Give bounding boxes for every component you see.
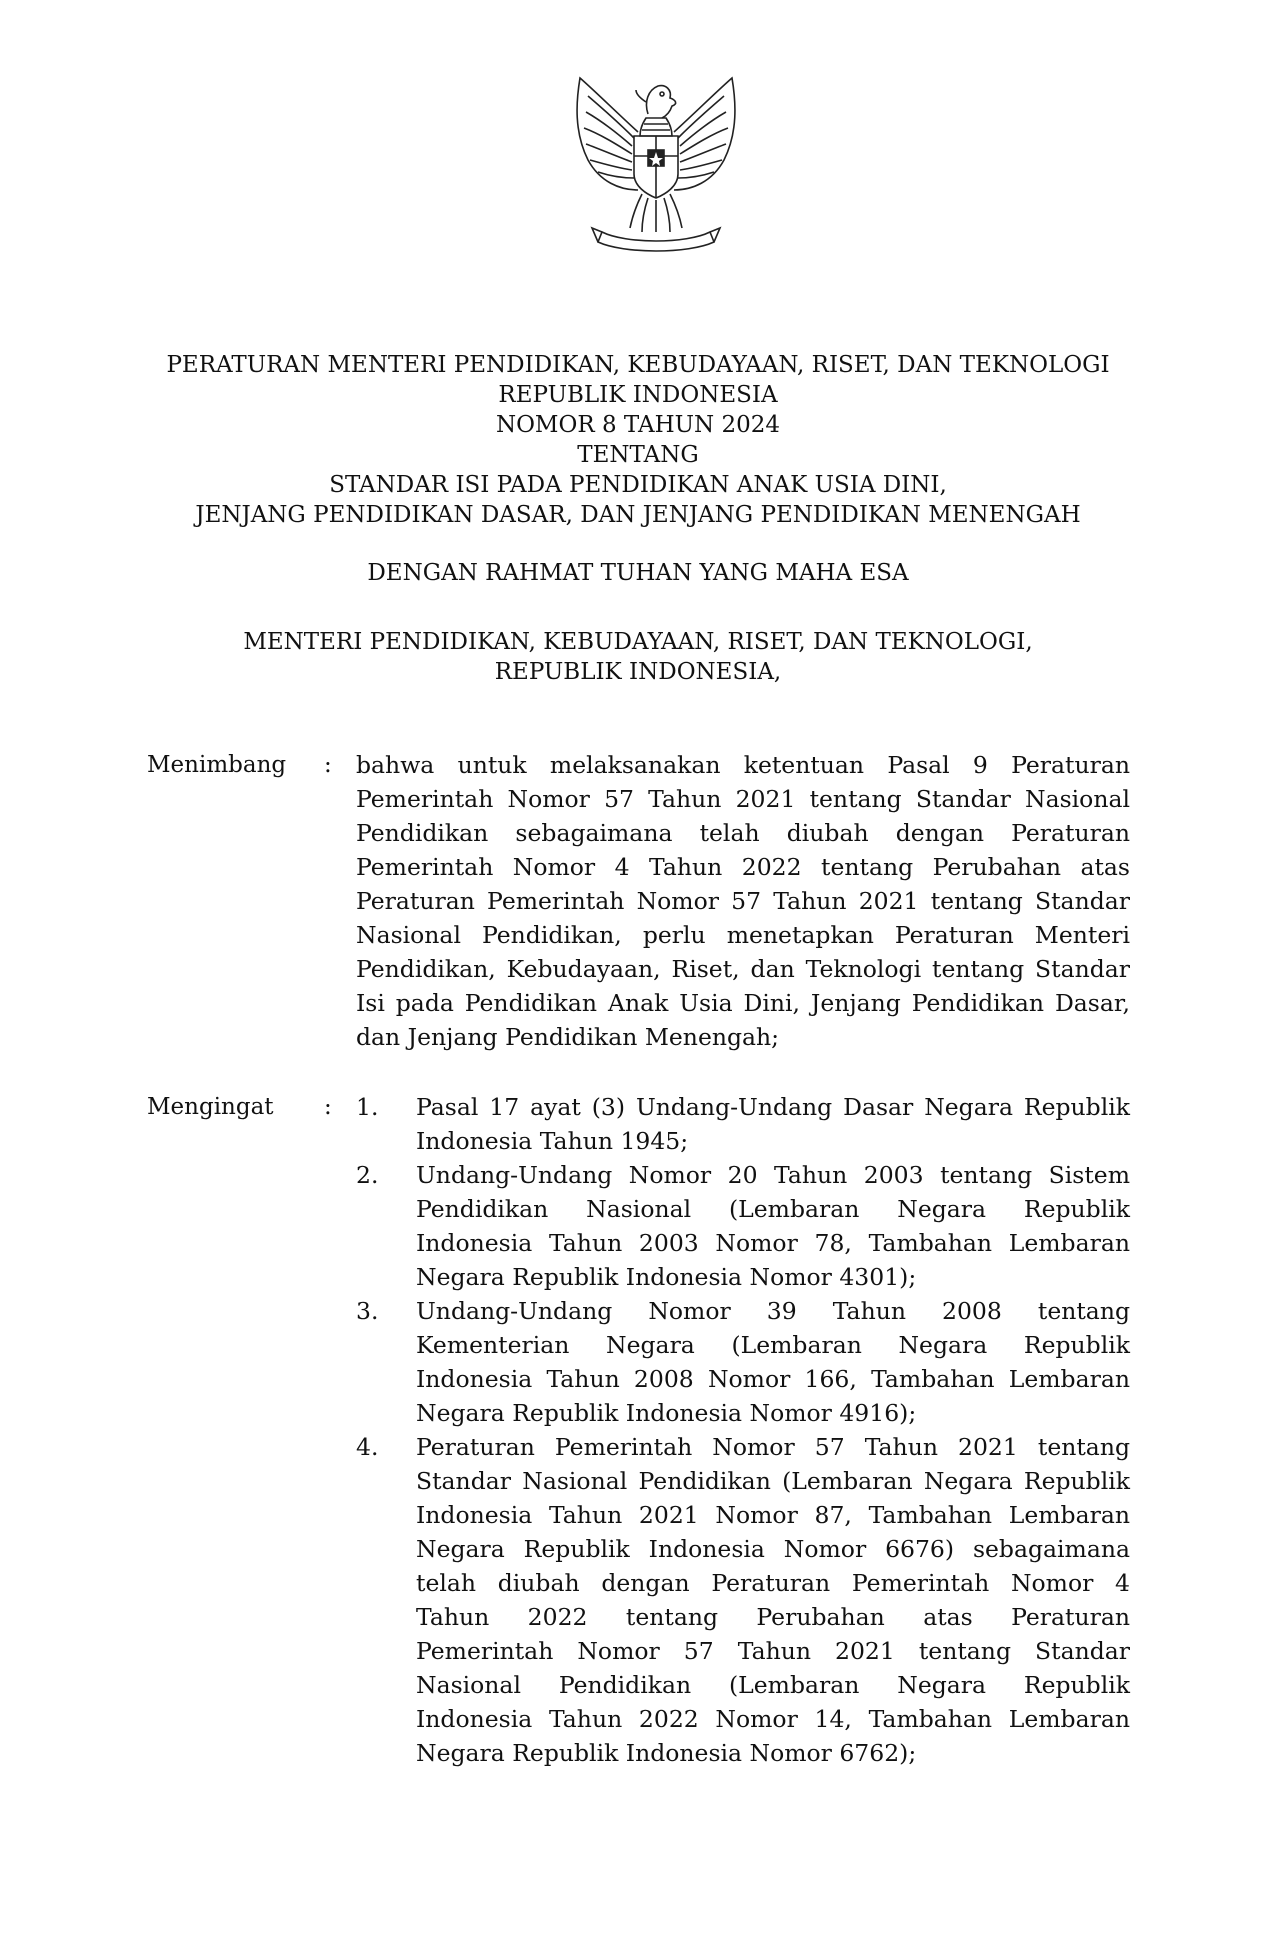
- recalling-item-line: Pemerintah Nomor 57 Tahun 2021 tentang Standar: [416, 1637, 1130, 1665]
- recalling-item-line: Indonesia Tahun 2003 Nomor 78, Tambahan Lembaran: [416, 1229, 1130, 1257]
- recalling-item-number: 1.: [356, 1093, 379, 1121]
- considering-label: Menimbang: [147, 752, 287, 778]
- considering-line: Pendidikan sebagaimana telah diubah dengan Peraturan: [356, 819, 1130, 847]
- recalling-item-line: Kementerian Negara (Lembaran Negara Republik: [416, 1331, 1130, 1359]
- considering-colon: :: [324, 752, 332, 778]
- recalling-label: Mengingat: [147, 1094, 274, 1120]
- considering-line: dan Jenjang Pendidikan Menengah;: [356, 1023, 780, 1051]
- minister-line-1: MENTERI PENDIDIKAN, KEBUDAYAAN, RISET, DAN TEKNOLOGI,: [243, 629, 1033, 655]
- recalling-item-3: [416, 1294, 1130, 1430]
- garuda-emblem-icon: [566, 72, 746, 262]
- heading-line-4: TENTANG: [577, 442, 699, 468]
- heading-line-3: NOMOR 8 TAHUN 2024: [495, 412, 781, 438]
- considering-line: Pemerintah Nomor 4 Tahun 2022 tentang Perubahan atas: [356, 853, 1130, 881]
- recalling-item-line: Negara Republik Indonesia Nomor 4301);: [416, 1263, 917, 1291]
- considering-line: Nasional Pendidikan, perlu menetapkan Peraturan Menteri: [356, 921, 1130, 949]
- considering-line: Peraturan Pemerintah Nomor 57 Tahun 2021 tentang Standar: [356, 887, 1130, 915]
- heading-line-6: JENJANG PENDIDIKAN DASAR, DAN JENJANG PENDIDIKAN MENENGAH: [195, 502, 1081, 528]
- recalling-item-line: Negara Republik Indonesia Nomor 6762);: [416, 1739, 917, 1767]
- considering-text: [356, 748, 1130, 1054]
- recalling-item-line: telah diubah dengan Peraturan Pemerintah Nomor 4: [416, 1569, 1130, 1597]
- recalling-item-1: [416, 1090, 1130, 1158]
- recalling-item-line: Indonesia Tahun 2022 Nomor 14, Tambahan Lembaran: [416, 1705, 1130, 1733]
- recalling-item-number: 4.: [356, 1433, 379, 1461]
- recalling-item-line: Pasal 17 ayat (3) Undang-Undang Dasar Negara Republik: [416, 1093, 1130, 1121]
- recalling-item-line: Tahun 2022 tentang Perubahan atas Peraturan: [416, 1603, 1130, 1631]
- minister-line-2: REPUBLIK INDONESIA,: [494, 659, 782, 685]
- recalling-item-line: Indonesia Tahun 1945;: [416, 1127, 689, 1155]
- regulation-heading: [100, 350, 1176, 530]
- recalling-item-number: 2.: [356, 1161, 379, 1189]
- considering-line: bahwa untuk melaksanakan ketentuan Pasal 9 Peraturan: [356, 751, 1130, 779]
- heading-line-1: PERATURAN MENTERI PENDIDIKAN, KEBUDAYAAN, RISET, DAN TEKNOLOGI: [166, 352, 1110, 378]
- heading-line-2: REPUBLIK INDONESIA: [498, 382, 778, 408]
- minister-title: [100, 627, 1176, 687]
- recalling-item-line: Indonesia Tahun 2008 Nomor 166, Tambahan Lembaran: [416, 1365, 1130, 1393]
- recalling-item-line: Peraturan Pemerintah Nomor 57 Tahun 2021 tentang: [416, 1433, 1130, 1461]
- recalling-item-line: Standar Nasional Pendidikan (Lembaran Negara Republik: [416, 1467, 1130, 1495]
- recalling-item-number: 3.: [356, 1297, 379, 1325]
- recalling-item-2: [416, 1158, 1130, 1294]
- heading-line-5: STANDAR ISI PADA PENDIDIKAN ANAK USIA DINI,: [329, 472, 947, 498]
- recalling-item-line: Pendidikan Nasional (Lembaran Negara Republik: [416, 1195, 1130, 1223]
- considering-line: Pendidikan, Kebudayaan, Riset, dan Teknologi tentang Standar: [356, 955, 1130, 983]
- recalling-colon: :: [324, 1094, 332, 1120]
- considering-line: Isi pada Pendidikan Anak Usia Dini, Jenjang Pendidikan Dasar,: [356, 989, 1130, 1017]
- recalling-item-line: Negara Republik Indonesia Nomor 6676) sebagaimana: [416, 1535, 1130, 1563]
- recalling-item-line: Undang-Undang Nomor 39 Tahun 2008 tentang: [416, 1297, 1130, 1325]
- recalling-item-4: [416, 1430, 1130, 1770]
- recalling-item-line: Negara Republik Indonesia Nomor 4916);: [416, 1399, 917, 1427]
- recalling-item-line: Undang-Undang Nomor 20 Tahun 2003 tentang Sistem: [416, 1161, 1130, 1189]
- recalling-item-line: Nasional Pendidikan (Lembaran Negara Republik: [416, 1671, 1130, 1699]
- recalling-item-line: Indonesia Tahun 2021 Nomor 87, Tambahan Lembaran: [416, 1501, 1130, 1529]
- considering-line: Pemerintah Nomor 57 Tahun 2021 tentang Standar Nasional: [356, 785, 1130, 813]
- greeting-line: DENGAN RAHMAT TUHAN YANG MAHA ESA: [367, 560, 909, 586]
